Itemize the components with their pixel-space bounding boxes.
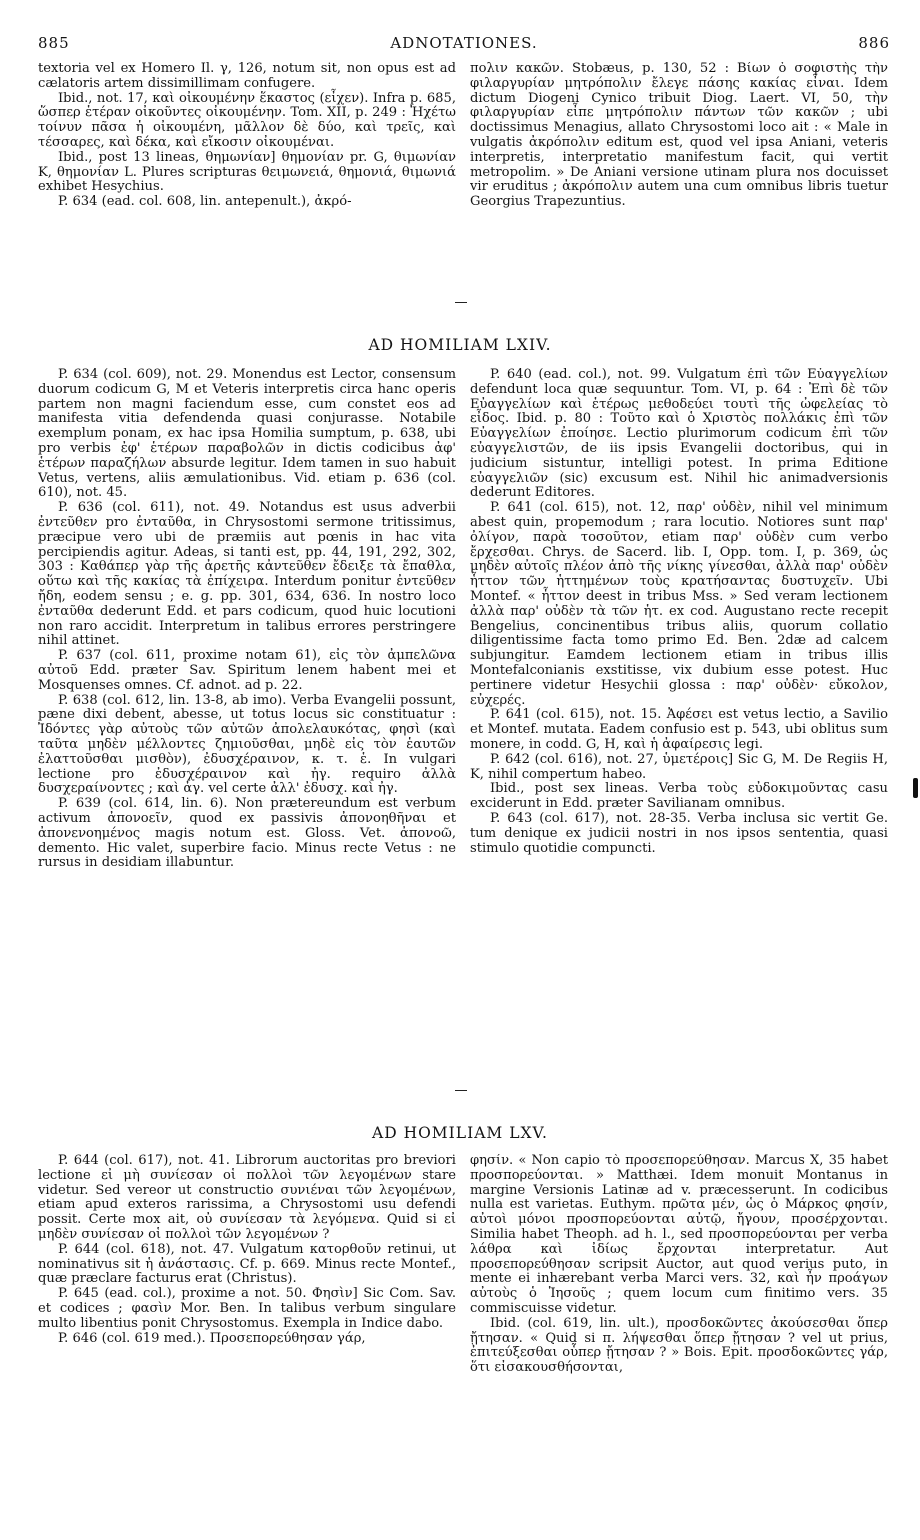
section1-left-column [38,368,456,1078]
top-right-column [470,62,888,296]
paragraph: P. 641 (col. 615), not. 15. Ἀφέσει est vetus lectio, a Savilio et Montef. mutata. Eadem confusio est p. 543, ubi oblitus sum monere, in codd. G, H, καὶ ἡ ἀφαίρεσις legi. [470,707,888,752]
paragraph: Ibid. (col. 619, lin. ult.), προσδοκῶντες ἀκούσεσθαι ὅπερ ᾔτησαν. « Quid si π. λήψεσθαι ὅπερ ᾔτησαν ? vel ut prius, ἐπιτεύξεσθαι οὗπερ ᾔτησαν ? » Bois. Epit. προσδοκῶντες γάρ, ὅτι εἰσακουσθήσονται, [470,1315,888,1376]
paragraph: textoria vel ex Homero Il. γ, 126, notum sit, non opus est ad cælatoris artem dissimillimam confugere. [38,62,456,91]
paragraph: Ibid., not. 17, καὶ οἰκουμένην ἕκαστος (εἶχεν). Infra p. 685, ὥσπερ ἑτέραν οἰκοῦντες οἰκουμένην. Tom. XII, p. 249 : Ἠχέτω τοίνυν πᾶσα ἡ οἰκουμένη, μᾶλλον δὲ δύο, καὶ τρεῖς, καὶ τέσσαρες, καὶ δέκα, καὶ εἴκοσιν οἰκουμέναι. [38,90,456,150]
paragraph: P. 638 (col. 612, lin. 13-8, ab imo). Verba Evangelii possunt, pæne dixi debent, abesse, ut totus locus sic constituatur : Ἰδόντες γὰρ αὐτοὺς τῶν αὐτῶν ἀπολελαυκότας, φησὶ (καὶ ταῦτα μηδὲν μέλλοντες ζημιοῦσθαι, μηδὲ εἰς τὸν ἑαυτῶν ἐλαττοῦσθαι μισθὸν), ἐδυσχέραινον, κ. τ. ἑ. In vulgari lectione pro ἐδυσχέραινον καὶ ἠγ. requiro ἀλλὰ δυσχεραίνοντες ; καὶ ἀγ. vel certe ἀλλ' ἐδυσχ. καὶ ἠγ. [38,692,456,797]
section1-right-column [470,368,888,1078]
running-title: ADNOTATIONES. [390,34,538,52]
section2-left-column [38,1154,456,1530]
section2-right-column [470,1154,888,1530]
margin-mark [913,778,918,798]
page-number-left: 885 [38,34,70,52]
paragraph: P. 644 (col. 618), not. 47. Vulgatum κατορθοῦν retinui, ut nominativus sit ἡ ἀνάστασις. Cf. p. 669. Minus recte Montef., quæ præclare facturus erat (Christus). [38,1241,456,1287]
paragraph: φησίν. « Non capio τὸ προσεπορεύθησαν. Marcus X, 35 habet προσπορεύονται. » Matthæi. Idem monuit Montanus in margine Versionis Latinæ ad v. præcesserunt. In codicibus nulla est varietas. Euthym. πρῶτα μέν, ὡς ὁ Μάρκος φησίν, αὐτοὶ μόνοι προσπορεύονται αὐτῷ, ἤγουν, προσέρχονται. Similia habet Theoph. ad h. l., sed προσπορεύονται per verba λάθρα καὶ ἰδίως ἔρχονται interpretatur. Aut προσεπορεύθησαν scripsit Auctor, aut quod verius puto, in mente ei inhærebant verba Marci vers. 32, καὶ ἦν προάγων αὐτοὺς ὁ Ἰησοῦς ; quem locum cum finitimo vers. 35 commiscuisse videtur. [470,1154,888,1316]
paragraph: P. 639 (col. 614, lin. 6). Non prætereundum est verbum activum ἀπονοεῖν, quod ex passivis ἀπονοηθῆναι et ἀπονενοημένος magis notum est. Gloss. Vet. ἀπονοῶ, demento. Hic valet, superbire facio. Minus recte Vetus : ne rursus in desidiam illabuntur. [38,796,456,871]
running-header [38,34,890,56]
paragraph: P. 641 (col. 615), not. 12, παρ' οὐδὲν, nihil vel minimum abest quin, propemodum ; rara locutio. Notiores sunt παρ' ὀλίγον, παρὰ τοσοῦτον, etiam παρ' οὐδὲν cum verbo ἔρχεσθαι. Chrys. de Sacerd. lib. I, Opp. tom. I, p. 369, ὡς μηδὲν αὐτοῖς πλέον ἀπὸ τῆς νίκης γίνεσθαι, ἀλλὰ παρ' οὐδὲν ἧττον τῶν ἡττημένων τοὺς κρατήσαντας δυστυχεῖν. Ubi Montef. « ἧττον deest in tribus Mss. » Sed veram lectionem ἀλλὰ παρ' οὐδὲν τὰ τῶν ἡτ. ex cod. Augustano recte recepit Bengelius, concinentibus tribus aliis, quorum collatio diligentissime facta tomo primo Ed. Ben. 2dæ ad calcem subjungitur. Eamdem lectionem etiam in tribus illis Montefalconianis exstitisse, vix dubium esse potest. Huc pertinere videtur Hesychii glossa : παρ' οὐδὲν· εὔκολον, εὐχερές. [470,500,888,708]
paragraph: P. 644 (col. 617), not. 41. Librorum auctoritas pro breviori lectione εἰ μὴ συνίεσαν οἱ πολλοὶ τῶν λεγομένων stare videtur. Sed vereor ut constructio συνιέναι τῶν λεγομένων, etiam apud exteros rarissima, a Chrysostomi usu defendi possit. Certe mox ait, οὐ συνίεσαν τὰ λεγόμενα. Quid si εἰ μηδὲν συνίεσαν οἱ πολλοὶ τῶν λεγομένων ? [38,1154,456,1242]
section-heading-lxiv: AD HOMILIAM LXIV. [368,336,552,354]
paragraph: P. 640 (ead. col.), not. 99. Vulgatum ἐπὶ τῶν Εὐαγγελίων defendunt loca quæ sequuntur. Tom. VI, p. 64 : Ἐπὶ δὲ τῶν Εὐαγγελίων καὶ ἑτέρως μεθοδεύει τουτὶ τῆς ὠφελείας τὸ εἶδος. Ibid. p. 80 : Τοῦτο καὶ ὁ Χριστὸς πολλάκις ἐπὶ τῶν Εὐαγγελίων ἐποίησε. Lectio plurimorum codicum ἐπὶ τῶν εὐαγγελιστῶν, de iis ipsis Evangelii doctoribus, qui in judicium sistuntur, intelligi potest. In prima Editione εὐαγγελιῶν (sic) excusum est. Nihil hic animadversionis dederunt Editores. [470,368,888,501]
paragraph: P. 645 (ead. col.), proxime a not. 50. Φησὶν] Sic Com. Sav. et codices ; φασὶν Mor. Ben. In talibus verbum singulare multo libentius ponit Chrysostomus. Exempla in Indice dabo. [38,1286,456,1331]
page-number-right: 886 [858,34,890,52]
top-left-column [38,62,456,296]
paragraph: P. 642 (col. 616), not. 27, ὑμετέροις] Sic G, M. De Regiis H, K, nihil compertum habeo. [470,751,888,782]
paragraph: P. 646 (col. 619 med.). Προσεπορεύθησαν γάρ, [58,1330,366,1346]
paragraph: P. 637 (col. 611, proxime notam 61), εἰς τὸν ἀμπελῶνα αὐτοῦ Edd. præter Sav. Spiritum lenem habent mei et Mosquenses omnes. Cf. adnot. ad p. 22. [38,648,456,693]
paragraph: P. 643 (col. 617), not. 28-35. Verba inclusa sic vertit Ge. tum denique ex judicii nostri in nos ipsos sententia, quasi stimulo quotidie compuncti. [470,810,888,856]
paragraph: Ibid., post 13 lineas, θημωνίαν] θημονίαν pr. G, θιμωνίαν K, θημονίαν L. Plures scripturas θειμωνειά, θημονιά, θιμωνιά exhibet Hesychius. [38,149,456,195]
paragraph: Ibid., post sex lineas. Verba τοὺς εὐδοκιμοῦντας casu exciderunt in Edd. præter Savilianam omnibus. [470,781,888,812]
section-heading-lxv: AD HOMILIAM LXV. [372,1124,548,1142]
paragraph: P. 634 (ead. col. 608, lin. antepenult.), ἀκρό- [58,194,352,210]
paragraph: P. 636 (col. 611), not. 49. Notandus est usus adverbii ἐντεῦθεν pro ἐνταῦθα, in Chrysostomi sermone tritissimus, præcipue vero ubi de præmiis aut pœnis in hac vita percipiendis agitur. Adeas, si tanti est, pp. 44, 191, 292, 302, 303 : Καθάπερ γὰρ τῆς ἀρετῆς κἀντεῦθεν ἔδειξε τὰ ἔπαθλα, οὕτω καὶ τῆς κακίας τὰ ἐπίχειρα. Interdum ponitur ἐντεῦθεν ἤδη, eodem sensu ; e. g. pp. 301, 634, 636. In nostro loco ἐνταῦθα dederunt Edd. et pars codicum, quod huic locutioni non raro accidit. Interpretum in talibus errores perstringere nihil attinet. [38,500,456,649]
separator-rule [455,1090,467,1091]
paragraph: πολιν κακῶν. Stobæus, p. 130, 52 : Βίων ὁ σοφιστὴς τὴν φιλαργυρίαν μητρόπολιν ἔλεγε πάσης κακίας εἶναι. Idem dictum Diogeni Cynico tribuit Diog. Laert. VI, 50, τὴν φιλαργυρίαν εἶπε μητρόπολιν πάντων τῶν κακῶν ; ubi doctissimus Menagius, allato Chrysostomi loco ait : « Male in vulgatis ἀκρόπολιν editum est, quod vel ipsa Aniani, veteris interpretis, interpretatio manifestum facit, qui vertit metropolim. » De Aniani versione utinam plura nos docuisset vir eruditus ; ἀκρόπολιν autem una cum omnibus libris tuetur Georgius Trapezuntius. [470,62,888,210]
paragraph: P. 634 (col. 609), not. 29. Monendus est Lector, consensum duorum codicum G, M et Veteris interpretis circa hanc operis partem non magni faciendum esse, cum constet eos ad manifesta vitia defendenda quasi conjurasse. Notabile exemplum ponam, ex hac ipsa Homilia sumptum, p. 638, ubi pro verbis ἐφ' ἑτέρων παραβολῶν in dictis codicibus ἀφ' ἑτέρων παραζήλων absurde legitur. Idem tamen in suo habuit Vetus, vertens, aliis æmulationibus. Vid. etiam p. 636 (col. 610), not. 45. [38,368,456,501]
separator-rule [455,302,467,303]
